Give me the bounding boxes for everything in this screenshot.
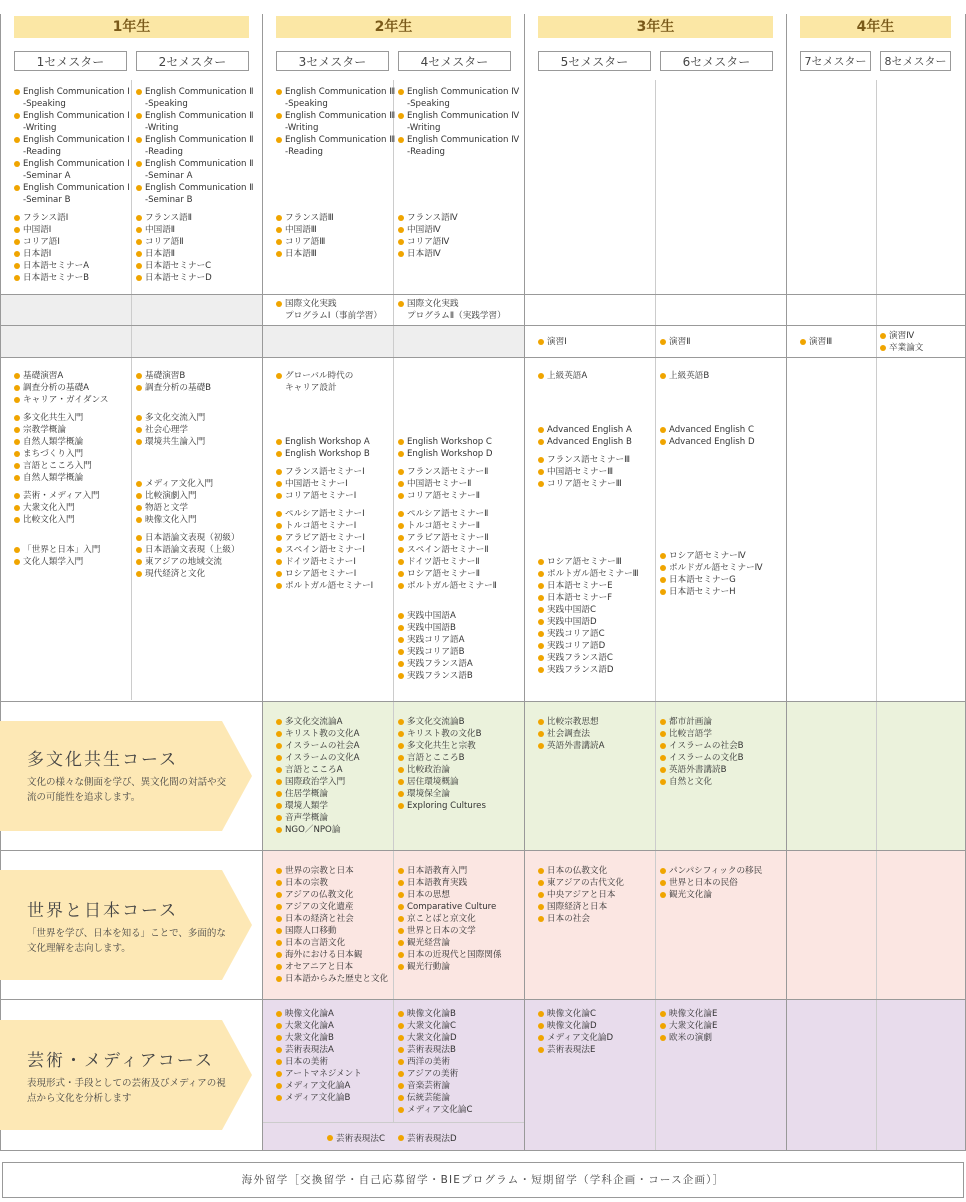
subject-item: 音楽芸術論 xyxy=(398,1080,472,1092)
subject-item: English Communication Ⅰ xyxy=(14,110,130,122)
subject-item: -Seminar A xyxy=(23,171,71,181)
subject-item: 多文化共生入門 xyxy=(14,412,109,424)
semester-header-8: 8セメスター xyxy=(880,51,951,71)
subject-item: 物語と文学 xyxy=(136,502,240,514)
subject-item: 自然人類学概論 xyxy=(14,436,109,448)
subject-item: 東アジアの古代文化 xyxy=(538,877,624,889)
seminar-list-s7 xyxy=(800,336,832,348)
subject-item: -Speaking xyxy=(285,99,328,109)
subject-item: -Writing xyxy=(145,123,179,133)
subject-item: 芸術表現法E xyxy=(538,1044,613,1056)
subject-item: 日本語Ⅱ xyxy=(136,248,253,260)
subject-item: 世界の宗教と日本 xyxy=(276,865,388,877)
subject-item: English Communication Ⅰ xyxy=(14,86,130,98)
study-abroad-footer: 海外留学［交換留学・自己応募留学・BIEプログラム・短期留学（学科企画・コース企画）］ xyxy=(2,1162,964,1198)
row-line-7 xyxy=(0,1150,966,1151)
row-line-2 xyxy=(0,325,966,326)
subject-item: 「世界と日本」入門 xyxy=(14,544,109,556)
subject-item: English Communication Ⅱ xyxy=(136,86,253,98)
subject-item: アジアの文化遺産 xyxy=(276,901,388,913)
subject-item: メディア文化論C xyxy=(398,1104,472,1116)
subject-item: コリア語セミナーⅠ xyxy=(276,490,373,502)
subject-item: フランス語セミナーⅠ xyxy=(276,466,373,478)
semester-header-4: 4セメスター xyxy=(398,51,511,71)
subject-item: 西洋の美術 xyxy=(398,1056,472,1068)
subject-item: -Seminar A xyxy=(145,171,193,181)
subject-item: 環境保全論 xyxy=(398,788,486,800)
subject-item: 映像文化論E xyxy=(660,1008,717,1020)
subject-item: 日本語セミナーF xyxy=(538,592,639,604)
subject-item: 日本の思想 xyxy=(398,889,502,901)
subject-item: English Communication Ⅱ xyxy=(136,158,253,170)
subject-item: 日本語セミナーC xyxy=(136,260,253,272)
row-line-4 xyxy=(0,701,966,702)
course-title-world-japan: 世界と日本コース xyxy=(27,901,179,921)
subject-item: 大衆文化論B xyxy=(276,1032,362,1044)
subject-item: 大衆文化入門 xyxy=(14,502,109,514)
subject-item: フランス語セミナーⅢ xyxy=(538,454,639,466)
subject-item: English Communication Ⅰ xyxy=(14,134,130,146)
semester-header-2: 2セメスター xyxy=(136,51,249,71)
course-arts-media-list-s3 xyxy=(276,1008,362,1104)
subject-item: 実践フランス語C xyxy=(538,652,639,664)
subject-item: 言語とこころA xyxy=(276,764,360,776)
subject-item: 東アジアの地域交流 xyxy=(136,556,240,568)
subject-item: スペイン語セミナーⅡ xyxy=(398,544,497,556)
subject-item: 日本語セミナーA xyxy=(14,260,130,272)
language-list-s1 xyxy=(14,86,130,284)
subject-item: Comparative Culture xyxy=(398,901,502,913)
program-list-s3 xyxy=(276,298,382,322)
subject-item: 日本の仏教文化 xyxy=(538,865,624,877)
semester-header-3: 3セメスター xyxy=(276,51,389,71)
subject-item: 日本語Ⅰ xyxy=(14,248,130,260)
subject-item: イスラームの文化A xyxy=(276,752,360,764)
grid-line-y3y4 xyxy=(786,14,787,1150)
general-list-s6 xyxy=(660,370,763,598)
subject-item: 日本語論文表現（初級） xyxy=(136,532,240,544)
subject-item: 芸術表現法B xyxy=(398,1044,472,1056)
subject-item: 日本の言語文化 xyxy=(276,937,388,949)
subject-item: コリア語Ⅳ xyxy=(398,236,519,248)
subject-item: 大衆文化論E xyxy=(660,1020,717,1032)
subject-item: 都市計画論 xyxy=(660,716,744,728)
subject-item: ポルトガル語セミナーⅢ xyxy=(538,568,639,580)
grid-line-s1s2 xyxy=(131,80,132,700)
subject-item: 日本の社会 xyxy=(538,913,624,925)
language-list-s3 xyxy=(276,86,395,260)
subject-item: ドイツ語セミナーⅡ xyxy=(398,556,497,568)
subject-item: アートマネジメント xyxy=(276,1068,362,1080)
subject-item: -Speaking xyxy=(407,99,450,109)
course-arts-media-list-s4 xyxy=(398,1008,472,1116)
course-world-japan-list-s5 xyxy=(538,865,624,925)
subject-item: アジアの美術 xyxy=(398,1068,472,1080)
subject-item: 中国語Ⅲ xyxy=(276,224,395,236)
subject-item: 日本語セミナーD xyxy=(136,272,253,284)
seminar-list-s8 xyxy=(880,330,923,354)
subject-item: イスラームの文化B xyxy=(660,752,744,764)
subject-item: グローバル時代の xyxy=(276,370,373,382)
subject-item: -Speaking xyxy=(23,99,66,109)
subject-item: English Communication Ⅳ xyxy=(398,110,519,122)
subject-item: 国際文化実践 xyxy=(276,298,382,310)
subject-item: Exploring Cultures xyxy=(398,800,486,812)
subject-item: キリスト教の文化B xyxy=(398,728,486,740)
semester-header-1: 1セメスター xyxy=(14,51,127,71)
subject-item: 映像文化論D xyxy=(538,1020,613,1032)
subject-item: まちづくり入門 xyxy=(14,448,109,460)
subject-item: 比較文化入門 xyxy=(14,514,109,526)
course-world-japan-list-s3 xyxy=(276,865,388,985)
subject-item: -Speaking xyxy=(145,99,188,109)
subject-item: 映像文化論B xyxy=(398,1008,472,1020)
semester-header-5: 5セメスター xyxy=(538,51,651,71)
row-line-6 xyxy=(0,999,966,1000)
subject-item: -Seminar B xyxy=(23,195,71,205)
subject-item: 日本語Ⅳ xyxy=(398,248,519,260)
subject-item: 日本語教育入門 xyxy=(398,865,502,877)
subject-item: English Communication Ⅲ xyxy=(276,110,395,122)
subject-item: プログラムⅠ（事前学習） xyxy=(285,311,382,321)
subject-item: -Writing xyxy=(23,123,57,133)
semester-header-6: 6セメスター xyxy=(660,51,773,71)
language-list-s4 xyxy=(398,86,519,260)
subject-item: 国際経済と日本 xyxy=(538,901,624,913)
subject-item: メディア文化論D xyxy=(538,1032,613,1044)
subject-item: 環境共生論入門 xyxy=(136,436,240,448)
subject-item: 海外における日本観 xyxy=(276,949,388,961)
seminar-item: 演習Ⅲ xyxy=(800,336,832,348)
subject-item: アラビア語セミナーⅡ xyxy=(398,532,497,544)
year-header-2: 2年生 xyxy=(276,16,511,38)
subject-item: 国際政治学入門 xyxy=(276,776,360,788)
semester-header-7: 7セメスター xyxy=(800,51,871,71)
subject-item: 自然と文化 xyxy=(660,776,744,788)
subject-item: Advanced English C xyxy=(660,424,763,436)
subject-item: 音声学概論 xyxy=(276,812,360,824)
subject-item: English Workshop D xyxy=(398,448,497,460)
subject-item: 言語とこころ入門 xyxy=(14,460,109,472)
subject-item: イスラームの社会B xyxy=(660,740,744,752)
subject-item: 日本語セミナーG xyxy=(660,574,763,586)
subject-item: コリア語セミナーⅢ xyxy=(538,478,639,490)
subject-item: 観光文化論 xyxy=(660,889,762,901)
subject-item: メディア文化論A xyxy=(276,1080,362,1092)
course-arts-media-list-s5 xyxy=(538,1008,613,1056)
subject-item: -Reading xyxy=(407,147,445,157)
subject-item: 比較演劇入門 xyxy=(136,490,240,502)
course-title-multicultural: 多文化共生コース xyxy=(27,750,179,770)
arts-media-bottom-item-d: 芸術表現法D xyxy=(398,1132,457,1144)
subject-item: 実践中国語D xyxy=(538,616,639,628)
subject-item: 日本の美術 xyxy=(276,1056,362,1068)
subject-item: 芸術表現法A xyxy=(276,1044,362,1056)
subject-item: 実践フランス語D xyxy=(538,664,639,676)
grid-line-s7s8 xyxy=(876,80,877,1150)
seminar-item: 卒業論文 xyxy=(880,342,923,354)
subject-item: Advanced English A xyxy=(538,424,639,436)
subject-item: アラビア語セミナーⅠ xyxy=(276,532,373,544)
year-header-1: 1年生 xyxy=(14,16,249,38)
subject-item: English Communication Ⅳ xyxy=(398,134,519,146)
row-line-s34-bottom xyxy=(263,1122,524,1123)
subject-item: 英語外書講読B xyxy=(660,764,744,776)
seminar-list-s5 xyxy=(538,336,567,348)
subject-item: 中国語Ⅰ xyxy=(14,224,130,236)
course-arrow-world-japan xyxy=(0,870,255,980)
subject-item: 比較宗教思想 xyxy=(538,716,604,728)
row-line-3 xyxy=(0,357,966,358)
subject-item: 中国語セミナーⅠ xyxy=(276,478,373,490)
seminar-list-s6 xyxy=(660,336,690,348)
course-world-japan-list-s4 xyxy=(398,865,502,973)
subject-item: 実践フランス語A xyxy=(398,658,497,670)
subject-item: 中央アジアと日本 xyxy=(538,889,624,901)
subject-item: -Seminar B xyxy=(145,195,193,205)
arts-media-bottom-item-c: 芸術表現法C xyxy=(327,1132,385,1144)
subject-item: English Workshop C xyxy=(398,436,497,448)
subject-item: 文化人類学入門 xyxy=(14,556,109,568)
subject-item: パンパシフィックの移民 xyxy=(660,865,762,877)
subject-item: メディア文化論B xyxy=(276,1092,362,1104)
subject-item: ロシア語セミナーⅡ xyxy=(398,568,497,580)
subject-item: 観光行動論 xyxy=(398,961,502,973)
subject-item: 調査分析の基礎B xyxy=(136,382,240,394)
subject-item: 調査分析の基礎A xyxy=(14,382,109,394)
subject-item: 日本語教育実践 xyxy=(398,877,502,889)
subject-item: プログラムⅡ（実践学習） xyxy=(407,311,506,321)
subject-item: English Communication Ⅳ xyxy=(398,86,519,98)
general-list-s2 xyxy=(136,370,240,580)
subject-item: -Reading xyxy=(145,147,183,157)
subject-item: 世界と日本の民俗 xyxy=(660,877,762,889)
subject-item: -Writing xyxy=(407,123,441,133)
seminar-item: 演習Ⅱ xyxy=(660,336,690,348)
subject-item: 国際文化実践 xyxy=(398,298,506,310)
subject-item: 上級英語B xyxy=(660,370,763,382)
subject-item: English Communication Ⅰ xyxy=(14,158,130,170)
subject-item: 実践コリア語B xyxy=(398,646,497,658)
subject-item: 京ことばと京文化 xyxy=(398,913,502,925)
year-header-3: 3年生 xyxy=(538,16,773,38)
subject-item: 伝統芸能論 xyxy=(398,1092,472,1104)
subject-item: 居住環境概論 xyxy=(398,776,486,788)
subject-item: フランス語Ⅳ xyxy=(398,212,519,224)
subject-item: 多文化共生と宗教 xyxy=(398,740,486,752)
subject-item: English Communication Ⅰ xyxy=(14,182,130,194)
subject-item: 日本語セミナーB xyxy=(14,272,130,284)
subject-item: 環境人類学 xyxy=(276,800,360,812)
subject-item: アジアの仏教文化 xyxy=(276,889,388,901)
subject-item: 映像文化論C xyxy=(538,1008,613,1020)
subject-item: 実践中国語C xyxy=(538,604,639,616)
year-header-4: 4年生 xyxy=(800,16,951,38)
subject-item: 映像文化論A xyxy=(276,1008,362,1020)
subject-item: フランス語Ⅲ xyxy=(276,212,395,224)
subject-item: 多文化交流論B xyxy=(398,716,486,728)
subject-item: 英語外書講読A xyxy=(538,740,604,752)
subject-item: 社会調査法 xyxy=(538,728,604,740)
subject-item: 言語とこころB xyxy=(398,752,486,764)
subject-item: ペルシア語セミナーⅠ xyxy=(276,508,373,520)
general-list-s3 xyxy=(276,370,373,592)
subject-item: 中国語セミナーⅡ xyxy=(398,478,497,490)
subject-item: Advanced English B xyxy=(538,436,639,448)
subject-item: English Communication Ⅱ xyxy=(136,134,253,146)
course-title-arts-media: 芸術・メディアコース xyxy=(27,1051,214,1071)
subject-item: NGO／NPO論 xyxy=(276,824,360,836)
course-desc-world-japan: 「世界を学び、日本を知る」ことで、多面的な文化理解を志向します。 xyxy=(27,928,226,954)
subject-item: 基礎演習A xyxy=(14,370,109,382)
subject-item: 実践コリア語A xyxy=(398,634,497,646)
subject-item: 日本の経済と社会 xyxy=(276,913,388,925)
subject-item: 社会心理学 xyxy=(136,424,240,436)
subject-item: ペルシア語セミナーⅡ xyxy=(398,508,497,520)
subject-item: 比較政治論 xyxy=(398,764,486,776)
subject-item: 大衆文化論A xyxy=(276,1020,362,1032)
subject-item: 日本語セミナーE xyxy=(538,580,639,592)
subject-item: コリア語Ⅰ xyxy=(14,236,130,248)
subject-item: English Communication Ⅱ xyxy=(136,182,253,194)
subject-item: ロシア語セミナーⅠ xyxy=(276,568,373,580)
subject-item: 実践コリア語D xyxy=(538,640,639,652)
row-line-5 xyxy=(0,850,966,851)
subject-item: 日本語セミナーH xyxy=(660,586,763,598)
subject-item: 世界と日本の文学 xyxy=(398,925,502,937)
subject-item: 日本語論文表現（上級） xyxy=(136,544,240,556)
subject-item: キャリア・ガイダンス xyxy=(14,394,109,406)
subject-item: 日本語からみた歴史と文化 xyxy=(276,973,388,985)
seminar-item: 演習Ⅰ xyxy=(538,336,567,348)
course-multicultural-list-s5 xyxy=(538,716,604,752)
subject-item: 大衆文化論C xyxy=(398,1020,472,1032)
subject-item: ロシア語セミナーⅣ xyxy=(660,550,763,562)
subject-item: English Communication Ⅱ xyxy=(136,110,253,122)
subject-item: 自然人類学概論 xyxy=(14,472,109,484)
course-bg-multicultural xyxy=(263,702,965,850)
subject-item: -Reading xyxy=(23,147,61,157)
subject-item: スペイン語セミナーⅠ xyxy=(276,544,373,556)
subject-item: コリア語Ⅲ xyxy=(276,236,395,248)
subject-item: フランス語Ⅱ xyxy=(136,212,253,224)
course-arts-media-list-s6 xyxy=(660,1008,717,1044)
subject-item: フランス語Ⅰ xyxy=(14,212,130,224)
subject-item: 欧米の演劇 xyxy=(660,1032,717,1044)
subject-item: ポルトガル語セミナーⅠ xyxy=(276,580,373,592)
subject-item: キャリア設計 xyxy=(285,383,337,393)
subject-item: 国際人口移動 xyxy=(276,925,388,937)
subject-item: 上級英語A xyxy=(538,370,639,382)
subject-item: -Writing xyxy=(285,123,319,133)
subject-item: 住居学概論 xyxy=(276,788,360,800)
subject-item: 日本の近現代と国際関係 xyxy=(398,949,502,961)
grid-line-y2y3 xyxy=(524,14,525,1150)
subject-item: オセアニアと日本 xyxy=(276,961,388,973)
subject-item: 実践中国語A xyxy=(398,610,497,622)
subject-item: 現代経済と文化 xyxy=(136,568,240,580)
seminar-item: 演習Ⅳ xyxy=(880,330,923,342)
subject-item: メディア文化入門 xyxy=(136,478,240,490)
course-bg-arts-media xyxy=(263,1000,965,1150)
subject-item: キリスト教の文化A xyxy=(276,728,360,740)
grid-line-s5s6 xyxy=(655,80,656,1150)
course-desc-arts-media: 表現形式・手段としての芸術及びメディアの視点から文化を分析します xyxy=(27,1078,226,1104)
subject-item: 宗教学概論 xyxy=(14,424,109,436)
row-line-1 xyxy=(0,294,966,295)
subject-item: イスラームの社会A xyxy=(276,740,360,752)
grid-line-y1y2 xyxy=(262,14,263,1150)
subject-item: トルコ語セミナーⅡ xyxy=(398,520,497,532)
language-list-s2 xyxy=(136,86,253,284)
subject-item: 中国語セミナーⅢ xyxy=(538,466,639,478)
subject-item: 実践フランス語B xyxy=(398,670,497,682)
subject-item: 日本の宗教 xyxy=(276,877,388,889)
subject-item: 比較言語学 xyxy=(660,728,744,740)
subject-item: ポルトガル語セミナーⅡ xyxy=(398,580,497,592)
subject-item: 映像文化入門 xyxy=(136,514,240,526)
subject-item: 大衆文化論D xyxy=(398,1032,472,1044)
subject-item: -Reading xyxy=(285,147,323,157)
course-multicultural-list-s4 xyxy=(398,716,486,812)
course-multicultural-list-s3 xyxy=(276,716,360,836)
subject-item: コリア語Ⅱ xyxy=(136,236,253,248)
subject-item: 実践コリア語C xyxy=(538,628,639,640)
subject-item: English Communication Ⅲ xyxy=(276,86,395,98)
subject-item: 多文化交流入門 xyxy=(136,412,240,424)
subject-item: English Workshop B xyxy=(276,448,373,460)
course-world-japan-list-s6 xyxy=(660,865,762,901)
subject-item: English Workshop A xyxy=(276,436,373,448)
subject-item: 日本語Ⅲ xyxy=(276,248,395,260)
course-arrow-arts-media xyxy=(0,1020,255,1130)
subject-item: コリア語セミナーⅡ xyxy=(398,490,497,502)
subject-item: 芸術・メディア入門 xyxy=(14,490,109,502)
general-list-s1 xyxy=(14,370,109,568)
program-list-s4 xyxy=(398,298,506,322)
subject-item: 多文化交流論A xyxy=(276,716,360,728)
subject-item: ポルドガル語セミナーⅣ xyxy=(660,562,763,574)
subject-item: ロシア語セミナーⅢ xyxy=(538,556,639,568)
course-multicultural-list-s6 xyxy=(660,716,744,788)
subject-item: 中国語Ⅳ xyxy=(398,224,519,236)
subject-item: ドイツ語セミナーⅠ xyxy=(276,556,373,568)
subject-item: フランス語セミナーⅡ xyxy=(398,466,497,478)
course-desc-multicultural: 文化の様々な側面を学び、異文化間の対話や交流の可能性を追求します。 xyxy=(27,777,227,803)
subject-item: 実践中国語B xyxy=(398,622,497,634)
general-list-s4 xyxy=(398,436,497,682)
subject-item: 観光経営論 xyxy=(398,937,502,949)
subject-item: トルコ語セミナーⅠ xyxy=(276,520,373,532)
subject-item: English Communication Ⅲ xyxy=(276,134,395,146)
subject-item: 基礎演習B xyxy=(136,370,240,382)
subject-item: Advanced English D xyxy=(660,436,763,448)
subject-item: 中国語Ⅱ xyxy=(136,224,253,236)
general-list-s5 xyxy=(538,370,639,676)
